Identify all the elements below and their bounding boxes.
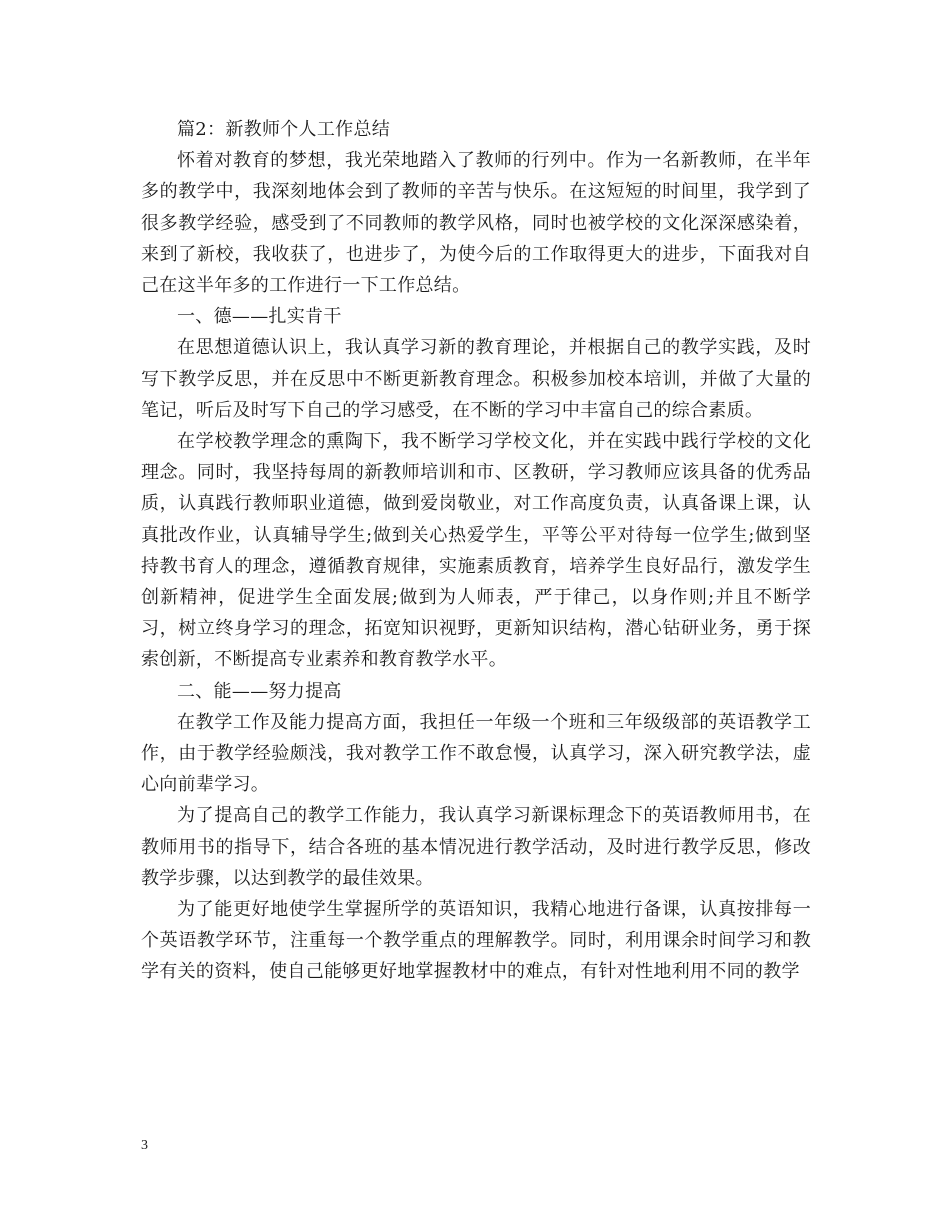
section-heading-ability: 二、能——努力提高 — [177, 680, 342, 702]
section1-paragraph-2: 在学校教学理念的熏陶下，我不断学习学校文化，并在实践中践行学校的文化理念。同时，我坚持每周的新教师培训和市、区教研，学习教师应该具备的优秀品质，认真践行教师职业道德，做到爱岗敬业，对工作高度负责，认真备课上课，认真批改作业，认真辅导学生;做到关心热爱学生，平等公平对待每一位学生;做到坚持教书育人的理念，遵循教育规律，实施素质教育，培养学生良好品行，激发学生创新精神，促进学生全面发展;做到为人师表，严于律己，以身作则;并且不断学习，树立终身学习的理念，拓宽知识视野，更新知识结构，潜心钻研业务，勇于探索创新，不断提高专业素养和教育教学水平。 — [141, 431, 811, 671]
section2-paragraph-3: 为了能更好地使学生掌握所学的英语知识，我精心地进行备课，认真按排每一个英语教学环节，注重每一个教学重点的理解教学。同时，利用课余时间学习和教学有关的资料，使自己能够更好地掌握教材中的难点，有针对性地利用不同的教学 — [141, 899, 811, 983]
page-number: 3 — [141, 1138, 148, 1153]
document-body — [141, 114, 811, 988]
section2-paragraph-2: 为了提高自己的教学工作能力，我认真学习新课标理念下的英语教师用书，在教师用书的指导下，结合各班的基本情况进行教学活动，及时进行教学反思，修改教学步骤，以达到教学的最佳效果。 — [141, 805, 811, 889]
document-title: 篇2：新教师个人工作总结 — [177, 119, 391, 140]
section-heading-virtue: 一、德——扎实肯干 — [177, 306, 342, 328]
intro-paragraph: 怀着对教育的梦想，我光荣地踏入了教师的行列中。作为一名新教师，在半年多的教学中，我深刻地体会到了教师的辛苦与快乐。在这短短的时间里，我学到了很多教学经验，感受到了不同教师的教学风格，同时也被学校的文化深深感染着，来到了新校，我收获了，也进步了，为使今后的工作取得更大的进步，下面我对自己在这半年多的工作进行一下工作总结。 — [141, 150, 811, 297]
section1-paragraph-1: 在思想道德认识上，我认真学习新的教育理论，并根据自己的教学实践，及时写下教学反思，并在反思中不断更新教育理念。积极参加校本培训，并做了大量的笔记，听后及时写下自己的学习感受，在不断的学习中丰富自己的综合素质。 — [141, 337, 811, 421]
section2-paragraph-1: 在教学工作及能力提高方面，我担任一年级一个班和三年级级部的英语教学工作，由于教学经验颇浅，我对教学工作不敢怠慢，认真学习，深入研究教学法，虚心向前辈学习。 — [141, 711, 811, 796]
